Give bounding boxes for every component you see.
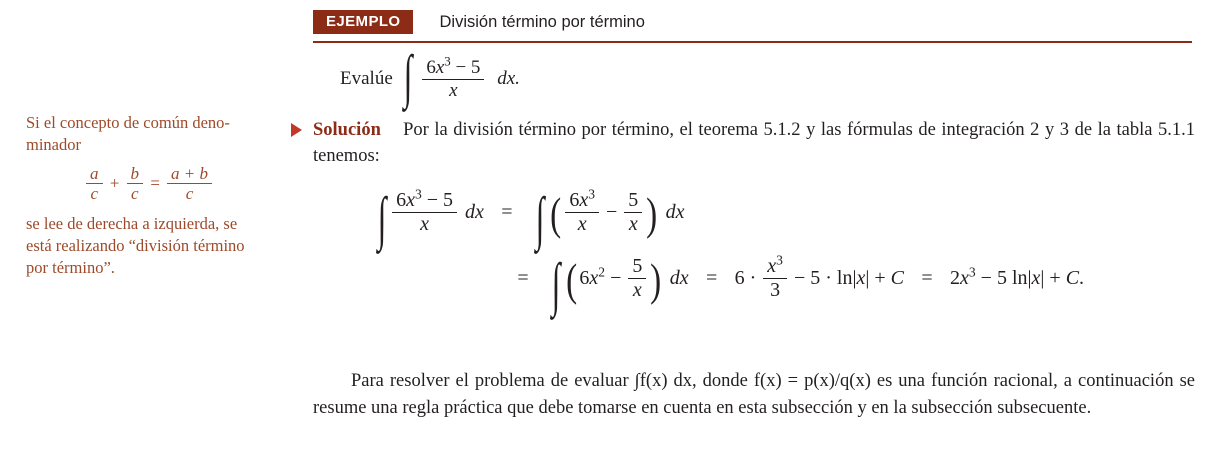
plus-operator: +: [869, 266, 891, 289]
fraction-6x3-over-x: [565, 185, 599, 235]
margin-note-line-2: minador: [26, 134, 81, 154]
dot-operator: ·: [744, 266, 762, 289]
solution-text: Por la división término por término, el teorema 5.1.2 y las fórmulas de integración 2 y 3 de la tabla 5.1.1 tenemos:: [313, 120, 1196, 167]
result-2x3: $2x^3$: [949, 263, 976, 289]
example-tag: EJEMPLO: [313, 10, 413, 34]
fraction-numerator: $6x^3 - 5$: [422, 58, 484, 80]
fraction-numerator: 5: [624, 190, 642, 213]
dot-operator: ·: [820, 266, 837, 289]
fraction-denominator: x: [632, 278, 642, 301]
displayed-equation: [372, 184, 1085, 318]
solution-block: [313, 117, 1195, 170]
example-prompt: Evalúe ∫ $\frac{6x^3 - 5}{x}$ dx.: [340, 43, 520, 110]
equals-operator: =: [149, 172, 161, 192]
coefficient-5: 5: [810, 266, 821, 289]
fraction-denominator: x: [628, 212, 638, 235]
equals-operator: =: [501, 200, 513, 223]
coefficient-6: 6: [734, 266, 745, 289]
fraction-numerator: b: [127, 165, 144, 185]
fraction-6x3-minus-5-over-x: [392, 185, 457, 235]
margin-note-line-1: Si el concepto de común deno-: [26, 113, 230, 132]
differential-dx: dx.: [497, 67, 520, 89]
constant-C: C.: [1065, 266, 1085, 289]
prompt-verb: Evalúe: [340, 67, 393, 89]
fraction-a-plus-b-over-c: [167, 165, 212, 204]
fraction-a-over-c: [86, 165, 103, 204]
minus-operator: −: [605, 266, 627, 289]
fraction-denominator: x: [449, 79, 458, 101]
constant-C: C: [890, 266, 904, 289]
result-5-ln: 5 ln|x|: [996, 266, 1045, 289]
differential-dx: dx: [669, 266, 689, 289]
fraction-x3-over-3: [763, 251, 787, 301]
fraction-denominator: x: [420, 212, 429, 235]
fraction-numerator: $6x^3 - 5$: [392, 190, 457, 213]
solution-label: Solución: [313, 120, 381, 140]
equation-row-2: = ∫ ( $6x^2$ − $\frac{5}{x}$ ) dx = 6 · $\frac{x^3}{3}$ − 5 · ln|x| + C = $2x^3$ − 5 ln|x| + C.: [372, 250, 1084, 306]
fraction-denominator: c: [130, 184, 139, 204]
fraction-denominator: x: [577, 212, 587, 235]
fraction-5-over-x: [628, 256, 646, 301]
margin-note-line-3: se lee de derecha a izquierda, se: [26, 214, 238, 234]
margin-note-line-5: por término”.: [26, 257, 115, 277]
equals-operator: =: [517, 266, 529, 289]
margin-note: [26, 112, 272, 279]
fraction-5-over-x: [624, 190, 642, 235]
equation-row-1: ∫ $\frac{6x^3 - 5}{x}$ dx = ∫ ( $\frac{6x^3}{x}$ − $\frac{5}{x}$ ) dx: [377, 185, 685, 252]
fraction-denominator: c: [90, 184, 99, 204]
equals-operator: =: [921, 266, 933, 289]
closing-text: Para resolver el problema de evaluar ∫f(x) dx, donde f(x) = p(x)/q(x) es una función racional, a continuación se resume una regla práctica que debe tomarse en cuenta en esta subsección y en la subsección subsecuente.: [313, 371, 1195, 418]
fraction-denominator: 3: [770, 278, 781, 301]
triangle-marker-icon: [291, 123, 302, 137]
plus-operator: +: [1044, 266, 1066, 289]
integrand-fraction: [422, 53, 484, 101]
fraction-numerator: $6x^3$: [565, 190, 599, 213]
term-6x2: $6x^2$: [579, 263, 606, 289]
minus-operator: −: [975, 266, 997, 289]
margin-note-formula: [26, 165, 272, 204]
fraction-numerator: $x^3$: [763, 256, 787, 279]
fraction-b-over-c: [127, 165, 144, 204]
margin-note-line-4: está realizando “división término: [26, 235, 245, 255]
plus-operator: +: [108, 172, 121, 192]
differential-dx: dx: [465, 200, 484, 223]
minus-operator: −: [601, 200, 623, 223]
example-header: [313, 10, 1193, 40]
closing-paragraph: [313, 368, 1195, 422]
example-title: División término por término: [439, 12, 645, 31]
differential-dx: dx: [665, 200, 685, 223]
fraction-numerator: a + b: [167, 165, 212, 185]
natural-log-term: ln|x|: [836, 266, 870, 289]
example-divider: [313, 41, 1192, 43]
minus-operator: −: [788, 266, 811, 289]
fraction-numerator: a: [86, 165, 103, 185]
equals-operator: =: [705, 266, 718, 289]
fraction-denominator: c: [185, 184, 194, 204]
fraction-numerator: 5: [628, 256, 646, 279]
